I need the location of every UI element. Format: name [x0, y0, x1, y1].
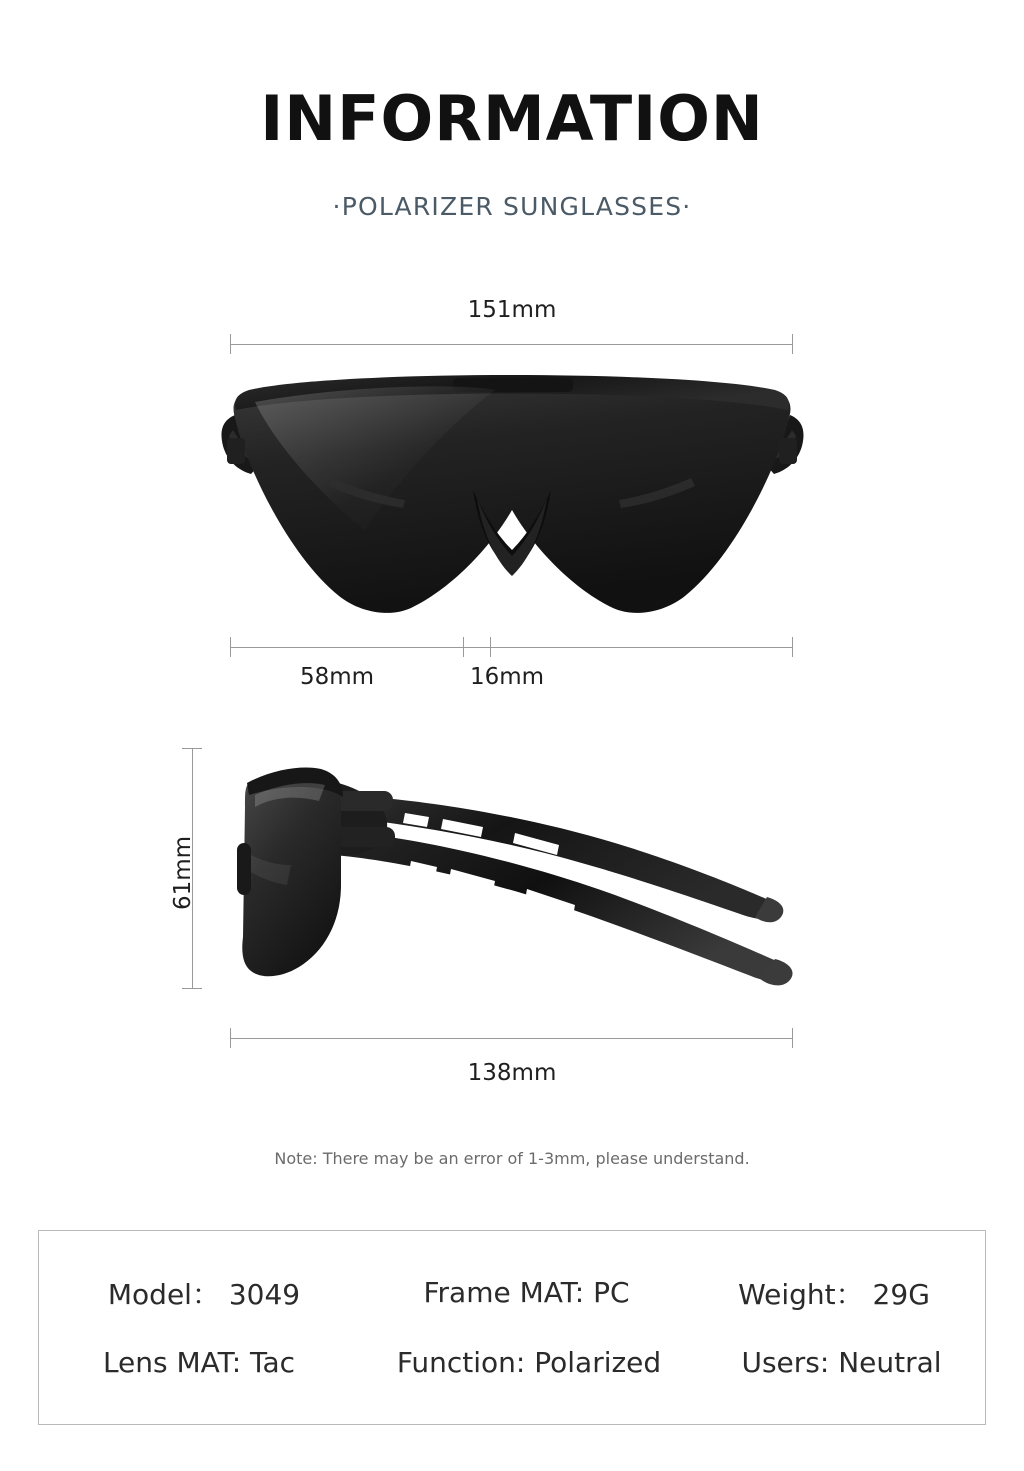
- spec-weight: Weight： 29G: [738, 1277, 930, 1311]
- front-bottom-tick-mid-left: [463, 637, 464, 657]
- front-width-tick-left: [230, 334, 231, 354]
- front-bottom-dim-line: [230, 647, 793, 648]
- front-width-tick-right: [792, 334, 793, 354]
- spec-lens-material: Lens MAT: Tac: [102, 1346, 296, 1379]
- lens-width-label: 58mm: [300, 664, 375, 690]
- front-bottom-tick-mid-right: [490, 637, 491, 657]
- front-bottom-tick-left: [230, 637, 231, 657]
- sunglasses-side-view: [215, 735, 815, 1000]
- side-length-tick-right: [792, 1028, 793, 1048]
- front-width-label: 151mm: [467, 297, 557, 323]
- spec-frame-material: Frame MAT: PC: [423, 1276, 630, 1309]
- spec-row: [39, 1258, 985, 1328]
- side-height-tick-bottom: [182, 988, 202, 989]
- spec-users: Users: Neutral: [741, 1346, 942, 1379]
- page-title: INFORMATION: [260, 82, 764, 155]
- side-length-tick-left: [230, 1028, 231, 1048]
- page-subtitle: ·POLARIZER SUNGLASSES·: [332, 192, 692, 221]
- front-bottom-tick-right: [792, 637, 793, 657]
- spec-function: Function: Polarized: [396, 1346, 662, 1379]
- side-length-line: [230, 1038, 793, 1039]
- side-length-label: 138mm: [467, 1060, 557, 1086]
- spec-box: [38, 1230, 986, 1425]
- side-height-label: 61mm: [170, 835, 196, 910]
- bridge-width-label: 16mm: [470, 664, 545, 690]
- front-width-line: [230, 344, 793, 345]
- spec-row: [39, 1328, 985, 1398]
- spec-model: Model： 3049: [107, 1277, 301, 1311]
- error-note: Note: There may be an error of 1-3mm, please understand.: [274, 1149, 750, 1168]
- side-height-tick-top: [182, 748, 202, 749]
- sunglasses-front-view: [215, 360, 810, 625]
